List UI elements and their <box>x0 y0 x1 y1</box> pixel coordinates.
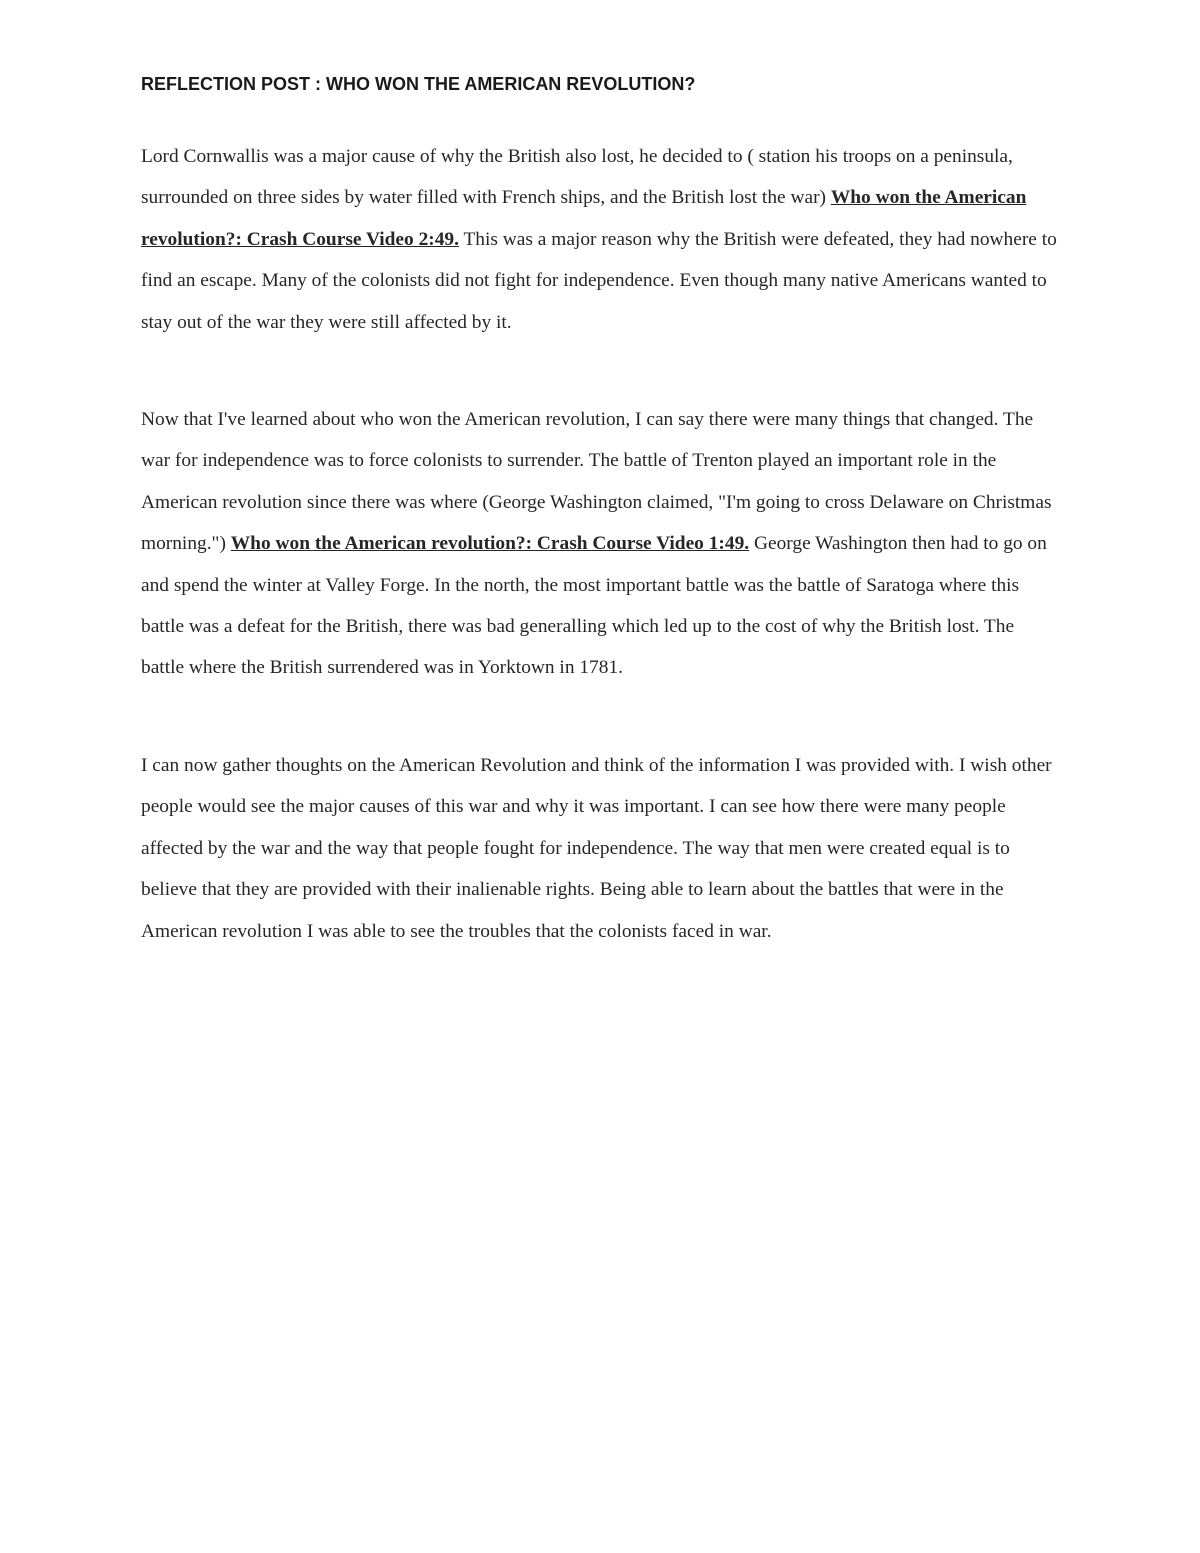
paragraph-1-text-b: This was a major reason why the British were defeated, they had nowhere to find an escape. Many of the colonists did not fight for independence. Even though many native Americans wanted to stay out of the war they were still affected by it. <box>141 228 1057 333</box>
paragraph-3: I can now gather thoughts on the American Revolution and think of the information I was provided with. I wish other people would see the major causes of this war and why it was important. I can see how there were many people affected by the war and the way that people fought for independence. The way that men were created equal is to believe that they are provided with their inalienable rights. Being able to learn about the battles that were in the American revolution I was able to see the troubles that the colonists faced in war. <box>141 754 1052 942</box>
document-page <box>141 66 1061 952</box>
paragraph-1-text-a: Lord Cornwallis was a major cause of why the British also lost, he decided to ( station his troops on a peninsula, surrounded on three sides by water filled with French ships, and the British lost the war) <box>141 146 1013 209</box>
paragraph-2-text-b: George Washington then had to go on and spend the winter at Valley Forge. In the north, the most important battle was the battle of Saratoga where this battle was a defeat for the British, there was bad generalling which led up to the cost of why the British lost. The battle where the British surrendered was in Yorktown in 1781. <box>141 533 1047 679</box>
document-title: REFLECTION POST : WHO WON THE AMERICAN REVOLUTION? <box>141 74 696 94</box>
citation-link-2: Who won the American revolution?: Crash Course Video 1:49. <box>230 533 750 555</box>
citation-link-1: Who won the American revolution?: Crash Course Video 2:49. <box>141 187 1027 250</box>
paragraph-1 <box>141 136 1061 343</box>
paragraph-2-text-a: Now that I've learned about who won the American revolution, I can say there were many things that changed. The war for independence was to force colonists to surrender. The battle of Trenton played an important role in the American revolution since there was where (George Washington claimed, "I'm going to cross Delaware on Christmas morning.") <box>141 409 1052 555</box>
paragraph-2 <box>141 399 1061 689</box>
